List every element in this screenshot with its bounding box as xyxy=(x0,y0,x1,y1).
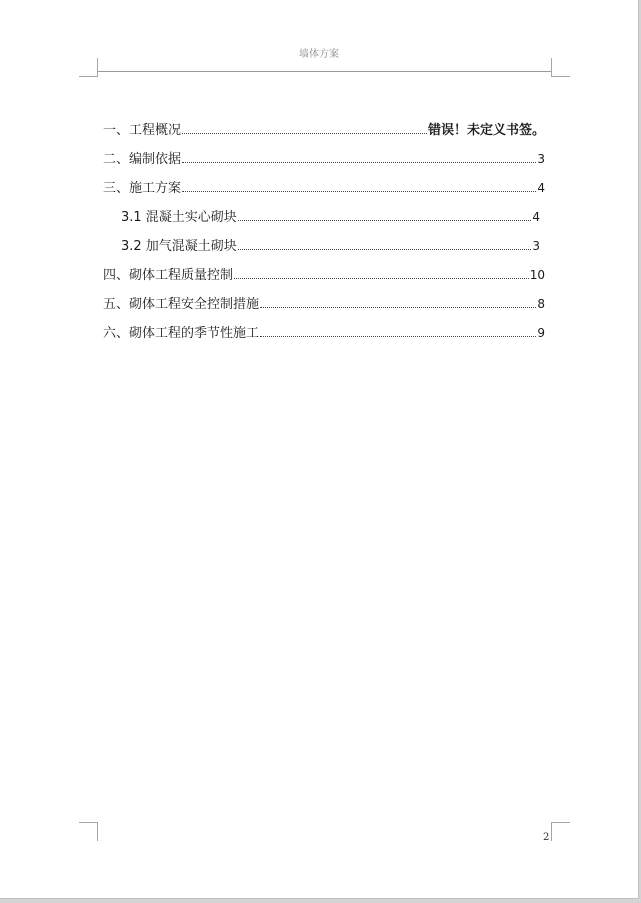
toc-leader xyxy=(234,277,529,279)
toc-leader xyxy=(238,219,532,221)
toc-entry-page: 3 xyxy=(537,152,545,166)
toc-entry-page: 9 xyxy=(537,326,545,340)
toc-entry-title: 3.1 混凝土实心砌块 xyxy=(121,210,237,225)
toc-entry[interactable] xyxy=(121,206,540,225)
toc-entry-title: 五、砌体工程安全控制措施 xyxy=(103,297,260,312)
toc-entry-page: 4 xyxy=(537,181,545,195)
margin-corner-bottom-left xyxy=(79,822,98,841)
toc-leader xyxy=(182,132,427,134)
toc-entry-page: 8 xyxy=(537,297,545,311)
toc-leader xyxy=(182,190,536,192)
toc-entry-title: 一、工程概况 xyxy=(103,123,182,138)
toc-entry[interactable] xyxy=(103,119,545,138)
toc-entry-title: 二、编制依据 xyxy=(103,152,182,167)
toc-entry-page: 错误！未定义书签。 xyxy=(427,123,545,138)
toc-entry[interactable] xyxy=(103,322,545,341)
toc-entry[interactable] xyxy=(103,293,545,312)
toc-leader xyxy=(260,335,536,337)
toc-entry[interactable] xyxy=(103,177,545,196)
toc-leader xyxy=(182,161,536,163)
header-title: 墙体方案 xyxy=(299,49,339,60)
margin-corner-bottom-right xyxy=(551,822,570,841)
toc-leader xyxy=(238,248,532,250)
header-rule xyxy=(97,71,551,72)
toc-entry-title: 3.2 加气混凝土砌块 xyxy=(121,239,237,254)
toc-entry-page: 10 xyxy=(529,268,545,282)
toc-entry-page: 4 xyxy=(532,210,540,224)
toc-entry-page: 3 xyxy=(532,239,540,253)
toc-entry[interactable] xyxy=(121,235,540,254)
toc-entry[interactable] xyxy=(103,264,545,283)
page-number: 2 xyxy=(543,832,550,843)
margin-corner-top-left xyxy=(79,58,98,77)
toc-entry-title: 三、施工方案 xyxy=(103,181,182,196)
toc-entry[interactable] xyxy=(103,148,545,167)
margin-corner-top-right xyxy=(551,58,570,77)
toc-entry-title: 六、砌体工程的季节性施工 xyxy=(103,326,260,341)
toc-entry-title: 四、砌体工程质量控制 xyxy=(103,268,234,283)
toc-leader xyxy=(260,306,536,308)
